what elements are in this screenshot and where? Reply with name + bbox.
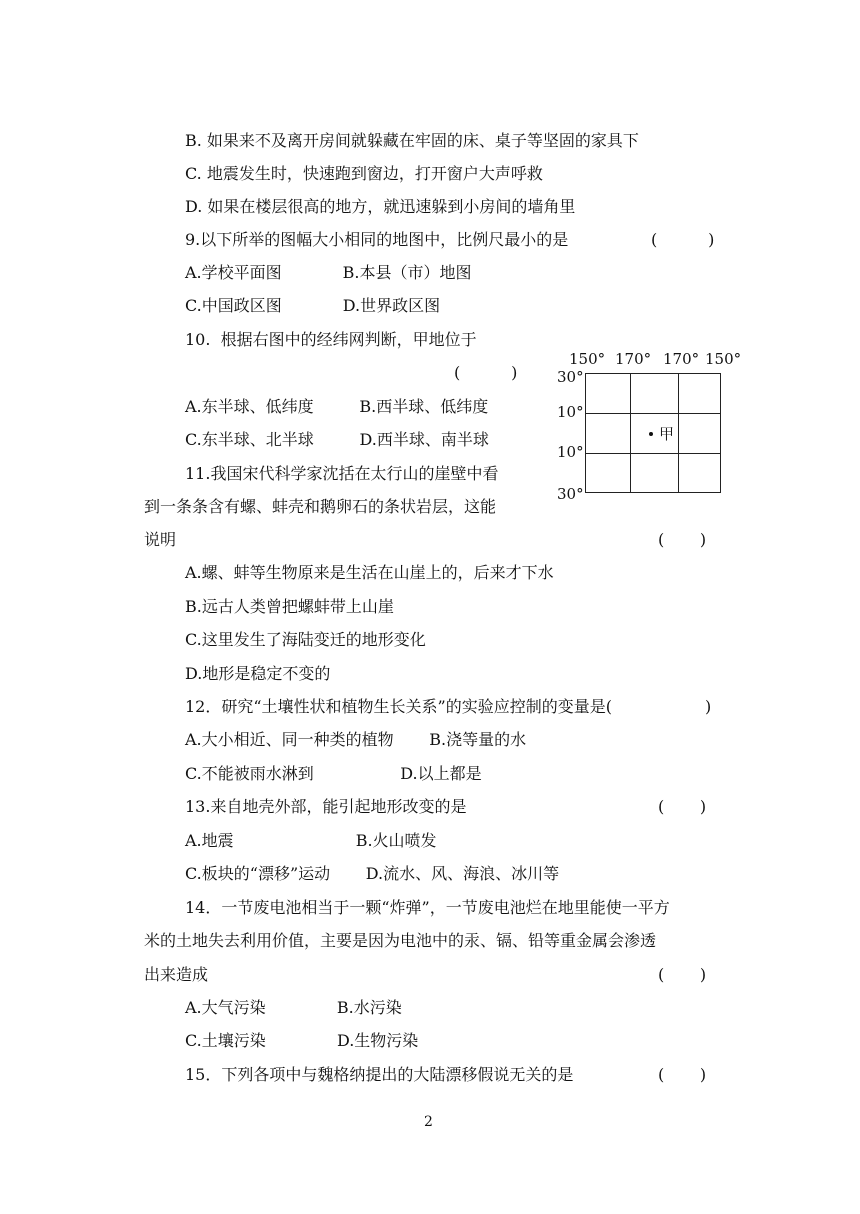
q15-answer-bracket: ( ) xyxy=(658,1065,707,1084)
latitude-label-4: 30° xyxy=(557,485,584,503)
q11-option-b: B.远古人类曾把螺蚌带上山崖 xyxy=(185,597,394,616)
q8-option-c: C. 地震发生时，快速跑到窗边，打开窗户大声呼救 xyxy=(185,164,543,183)
q14-answer-bracket: ( ) xyxy=(658,965,707,984)
page-number: 2 xyxy=(424,1114,433,1130)
q11-answer-bracket: ( ) xyxy=(658,530,707,549)
q13-stem: 13.来自地壳外部，能引起地形改变的是 xyxy=(185,797,467,816)
q14-options-cd: C.土壤污染 D.生物污染 xyxy=(185,1031,419,1050)
q11-option-c: C.这里发生了海陆变迁的地形变化 xyxy=(185,630,426,649)
q14-options-ab: A.大气污染 B.水污染 xyxy=(185,998,402,1017)
q11-option-d: D.地形是稳定不变的 xyxy=(185,664,331,683)
q13-options-ab: A.地震 B.火山喷发 xyxy=(185,831,437,850)
parallel-line xyxy=(586,453,720,454)
q14-stem-line1: 14．一节废电池相当于一颗“炸弹”，一节废电池烂在地里能使一平方 xyxy=(185,898,670,917)
longitude-label-2: 170° xyxy=(615,350,652,368)
q10-stem: 10. 根据右图中的经纬网判断，甲地位于 xyxy=(185,330,477,349)
q15-stem: 15．下列各项中与魏格纳提出的大陆漂移假说无关的是 xyxy=(185,1065,574,1084)
q14-stem-line3: 出来造成 xyxy=(144,965,209,984)
q10-answer-bracket: ( ) xyxy=(454,363,518,382)
meridian-line xyxy=(678,374,679,492)
q12-answer-bracket: ) xyxy=(705,697,712,716)
q9-answer-bracket: ( ) xyxy=(651,230,715,249)
q9-options-cd: C.中国政区图 D.世界政区图 xyxy=(185,296,441,315)
q9-options-ab: A.学校平面图 B.本县（市）地图 xyxy=(185,263,472,282)
q8-option-d: D. 如果在楼层很高的地方，就迅速躲到小房间的墙角里 xyxy=(185,197,576,216)
longitude-label-1: 150° xyxy=(569,350,606,368)
q12-options-ab: A.大小相近、同一种类的植物 B.浇等量的水 xyxy=(185,730,527,749)
point-jia-marker xyxy=(649,432,653,436)
q9-stem: 9.以下所举的图幅大小相同的地图中，比例尺最小的是 xyxy=(185,230,569,249)
q8-option-b: B. 如果来不及离开房间就躲藏在牢固的床、桌子等坚固的家具下 xyxy=(185,131,639,150)
point-jia-label: 甲 xyxy=(659,425,675,443)
q11-option-a: A.螺、蚌等生物原来是生活在山崖上的，后来才下水 xyxy=(185,563,554,582)
coordinate-grid xyxy=(585,373,721,493)
q14-stem-line2: 米的土地失去利用价值，主要是因为电池中的汞、镉、铅等重金属会渗透 xyxy=(144,931,657,950)
q13-answer-bracket: ( ) xyxy=(658,797,707,816)
q11-stem-line3: 说明 xyxy=(144,530,177,549)
q10-options-cd: C.东半球、北半球 D.西半球、南半球 xyxy=(185,430,489,449)
longitude-label-4: 150° xyxy=(705,350,742,368)
q11-stem-line2: 到一条条含有螺、蚌壳和鹅卵石的条状岩层，这能 xyxy=(144,497,497,516)
latitude-label-2: 10° xyxy=(557,403,584,421)
latitude-label-1: 30° xyxy=(557,368,584,386)
latitude-label-3: 10° xyxy=(557,443,584,461)
q10-options-ab: A.东半球、低纬度 B.西半球、低纬度 xyxy=(185,397,489,416)
parallel-line xyxy=(586,413,720,414)
q12-stem: 12．研究“土壤性状和植物生长关系”的实验应控制的变量是( xyxy=(185,697,612,716)
meridian-line xyxy=(630,374,631,492)
q12-options-cd: C.不能被雨水淋到 D.以上都是 xyxy=(185,764,482,783)
q11-stem-line1: 11.我国宋代科学家沈括在太行山的崖壁中看 xyxy=(185,464,499,483)
q13-options-cd: C.板块的“漂移”运动 D.流水、风、海浪、冰川等 xyxy=(185,864,560,883)
longitude-label-3: 170° xyxy=(663,350,700,368)
